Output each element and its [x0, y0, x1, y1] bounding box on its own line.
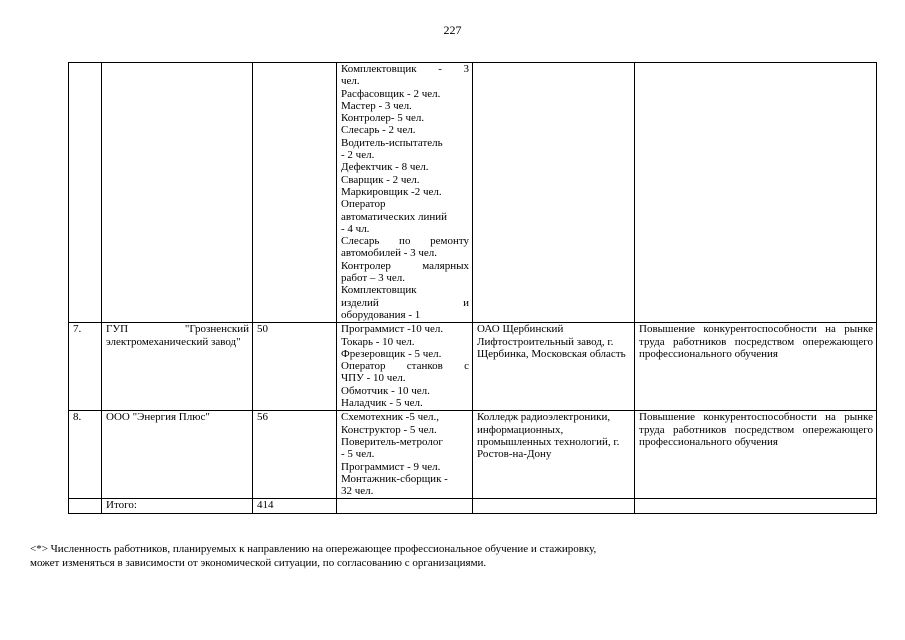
- profession-line: Программист -10 чел.: [341, 323, 444, 336]
- table-row: [69, 411, 877, 499]
- profession-line: Обмотчик - 10 чел.: [341, 384, 430, 397]
- profession-line: Маркировщик -2 чел.: [341, 185, 442, 198]
- partner-organization: ОАО Щербинский Лифтостроительный завод, г. Щербинка, Московская область: [473, 323, 635, 411]
- row-number: 8.: [69, 411, 102, 499]
- total-row: [69, 499, 877, 513]
- training-goal: Повышение конкурентоспособности на рынке труда работников посредством опережающего профессионального обучения: [635, 411, 877, 499]
- profession-line: 32 чел.: [341, 485, 374, 498]
- worker-count: 56: [253, 411, 337, 499]
- profession-line: Поверитель-метролог: [341, 435, 443, 448]
- training-table: [68, 62, 877, 514]
- empty-cell: [473, 499, 635, 513]
- profession-line: Схемотехник -5 чел.,: [341, 411, 439, 424]
- profession-line: оборудования - 1: [341, 308, 421, 321]
- empty-cell: [635, 499, 877, 513]
- empty-cell: [337, 499, 473, 513]
- profession-line: Комплектовщик: [341, 284, 417, 297]
- organization-name: ГУП "Грозненский электромеханический завод": [102, 323, 253, 411]
- row-number: [69, 63, 102, 323]
- profession-line: Контролер малярных: [341, 259, 469, 272]
- profession-line: Фрезеровщик - 5 чел.: [341, 347, 442, 360]
- footnote: [30, 542, 596, 570]
- partner-organization: [473, 63, 635, 323]
- footnote-line: может изменяться в зависимости от экономической ситуации, по согласованию с организациями.: [30, 557, 487, 569]
- profession-line: Комплектовщик - 3: [341, 63, 469, 75]
- table-row: [69, 323, 877, 411]
- training-goal: [635, 63, 877, 323]
- profession-line: изделий и: [341, 296, 469, 309]
- partner-organization: Колледж радиоэлектроники, информационных, промышленных технологий, г. Ростов-на-Дону: [473, 411, 635, 499]
- row-number: [69, 499, 102, 513]
- profession-line: Слесарь по ремонту: [341, 235, 469, 248]
- profession-line: Оператор станков с: [341, 360, 469, 373]
- worker-count: 50: [253, 323, 337, 411]
- profession-line: - 4 чл.: [341, 222, 370, 235]
- profession-line: автоматических линий: [341, 210, 448, 223]
- profession-line: - 5 чел.: [341, 448, 375, 461]
- total-label: Итого:: [102, 499, 253, 513]
- profession-line: Оператор: [341, 198, 386, 211]
- profession-line: Конструктор - 5 чел.: [341, 423, 437, 436]
- profession-line: работ – 3 чел.: [341, 272, 406, 285]
- profession-line: Контролер- 5 чел.: [341, 112, 425, 125]
- profession-line: Водитель-испытатель: [341, 136, 443, 149]
- footnote-line: <*> Численность работников, планируемых к направлению на опережающее профессиональное обучение и стажировку,: [30, 543, 597, 555]
- profession-line: чел.: [341, 75, 360, 88]
- profession-line: Монтажник-сборщик -: [341, 472, 448, 485]
- row-number: 7.: [69, 323, 102, 411]
- organization-name: ООО "Энергия Плюс": [102, 411, 253, 499]
- worker-count: [253, 63, 337, 323]
- training-goal: Повышение конкурентоспособности на рынке труда работников посредством опережающего профессионального обучения: [635, 323, 877, 411]
- organization-name: [102, 63, 253, 323]
- professions-list: [337, 411, 473, 499]
- professions-list: [337, 323, 473, 411]
- profession-line: Наладчик - 5 чел.: [341, 397, 423, 410]
- table-row: [69, 63, 877, 323]
- profession-line: ЧПУ - 10 чел.: [341, 372, 406, 385]
- profession-line: Программист - 9 чел.: [341, 460, 441, 473]
- profession-line: Токарь - 10 чел.: [341, 335, 415, 348]
- profession-line: Дефектчик - 8 чел.: [341, 161, 429, 174]
- profession-line: Сварщик - 2 чел.: [341, 173, 420, 186]
- professions-list: [337, 63, 473, 323]
- profession-line: автомобилей - 3 чел.: [341, 247, 438, 260]
- total-value: 414: [253, 499, 337, 513]
- profession-line: Расфасовщик - 2 чел.: [341, 87, 441, 100]
- profession-line: Слесарь - 2 чел.: [341, 124, 416, 137]
- page-number: 227: [443, 23, 462, 37]
- profession-line: Мастер - 3 чел.: [341, 99, 412, 112]
- profession-line: - 2 чел.: [341, 149, 375, 162]
